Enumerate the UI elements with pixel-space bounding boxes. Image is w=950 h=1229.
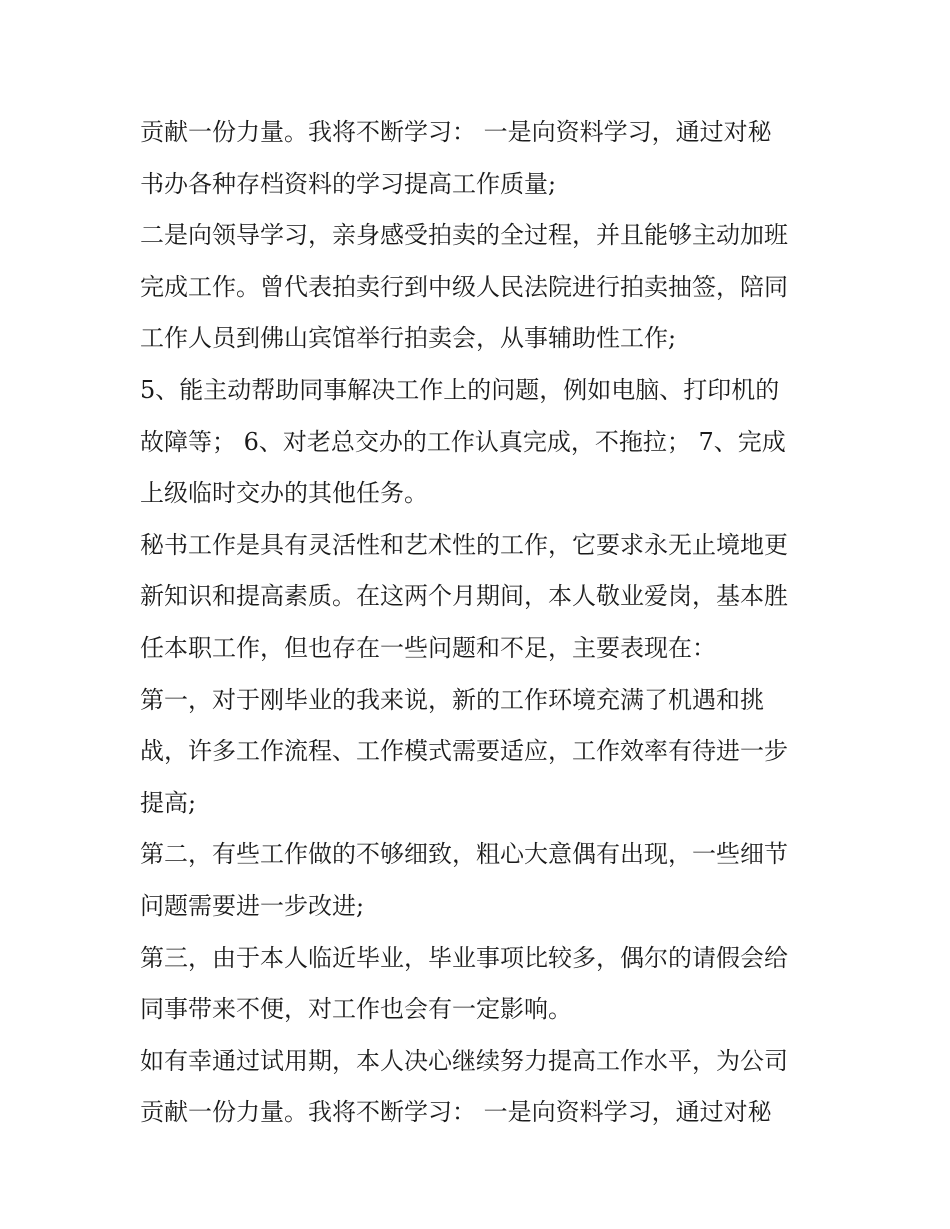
text-line: 问题需要进一步改进; [140,891,365,920]
text-line: 5、能主动帮助同事解决工作上的问题，例如电脑、打印机的 [140,375,780,404]
text-line: 新知识和提高素质。在这两个月期间，本人敬业爱岗，基本胜 [140,582,788,611]
text-line: 二是向领导学习，亲身感受拍卖的全过程，并且能够主动加班 [140,221,788,250]
text-line: 贡献一份力量。我将不断学习： 一是向资料学习，通过对秘 [140,118,772,146]
text-line: 提高; [140,788,197,817]
text-line: 战，许多工作流程、工作模式需要适应，工作效率有待进一步 [140,737,788,766]
text-line: 第三，由于本人临近毕业，毕业事项比较多，偶尔的请假会给 [140,943,788,972]
text-line: 故障等； 6、对老总交办的工作认真完成，不拖拉； 7、完成 [140,427,786,456]
text-line: 如有幸通过试用期，本人决心继续努力提高工作水平，为公司 [140,1046,788,1075]
text-line: 完成工作。曾代表拍卖行到中级人民法院进行拍卖抽签，陪同 [140,272,788,301]
text-line: 第二，有些工作做的不够细致，粗心大意偶有出现，一些细节 [140,840,788,869]
text-line: 贡献一份力量。我将不断学习： 一是向资料学习，通过对秘 [140,1098,772,1127]
text-line: 上级临时交办的其他任务。 [140,479,428,508]
text-line: 秘书工作是具有灵活性和艺术性的工作，它要求永无止境地更 [140,530,788,559]
text-line: 书办各种存档资料的学习提高工作质量; [140,169,557,198]
text-line: 工作人员到佛山宾馆举行拍卖会，从事辅助性工作; [140,324,677,353]
text-line: 任本职工作，但也存在一些问题和不足，主要表现在： [140,633,716,662]
text-line: 同事带来不便，对工作也会有一定影响。 [140,995,572,1024]
text-line: 第一，对于刚毕业的我来说，新的工作环境充满了机遇和挑 [140,685,764,714]
document-body [140,107,820,1139]
